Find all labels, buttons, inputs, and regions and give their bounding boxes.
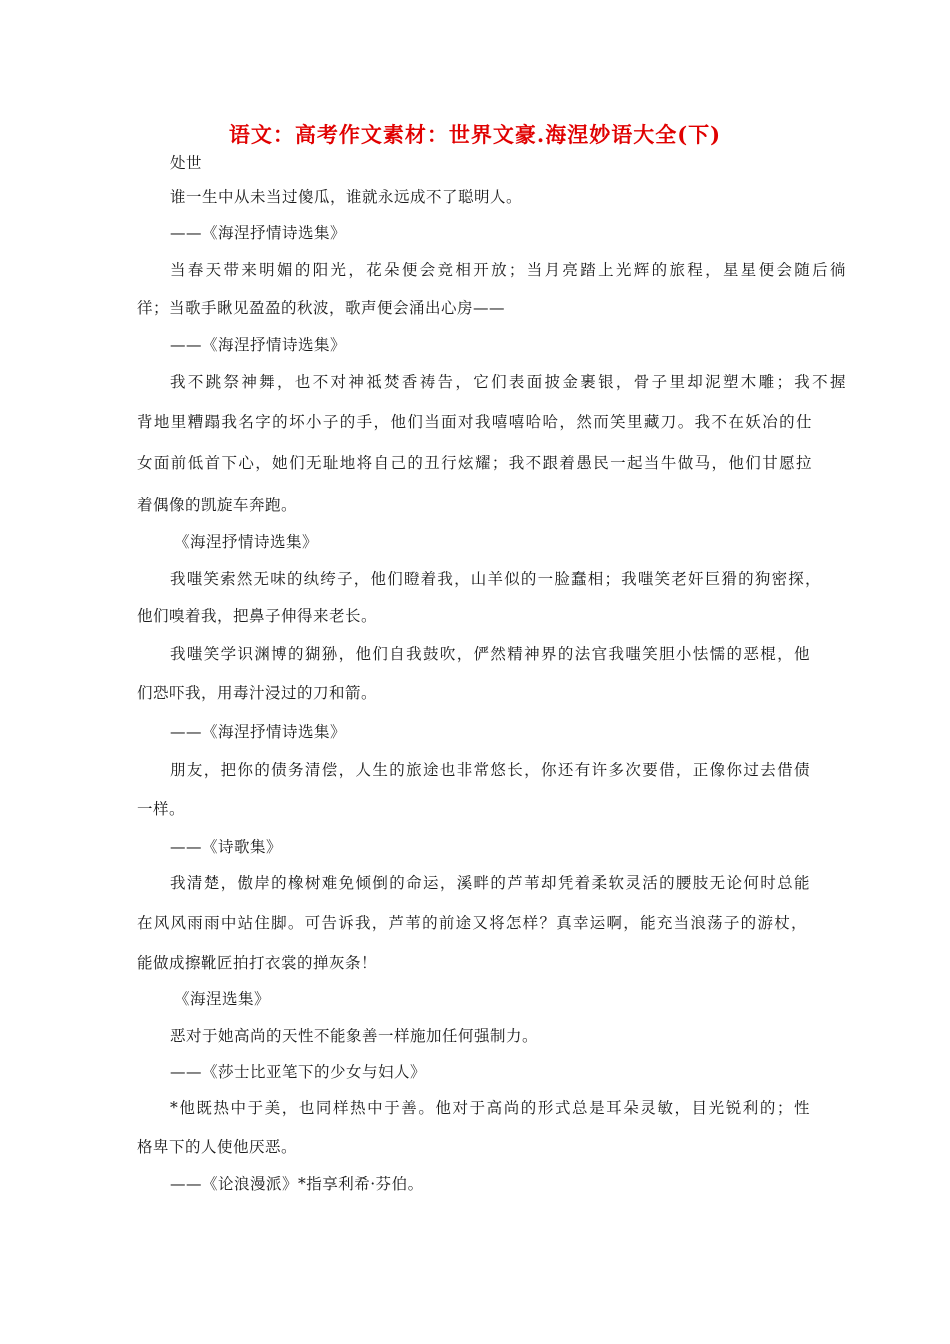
paragraph-line: 当春天带来明媚的阳光，花朵便会竞相开放；当月亮踏上光辉的旅程，星星便会随后徜 [170,261,846,279]
paragraph-line: 我嗤笑索然无味的纨绔子，他们瞪着我，山羊似的一脸蠢相；我嗤笑老奸巨猾的狗密探， [170,570,821,588]
paragraph-line: 格卑下的人使他厌恶。 [137,1138,298,1156]
citation-line: ——《海涅抒情诗选集》 [170,336,347,354]
citation-line: ——《莎士比亚笔下的少女与妇人》 [170,1063,427,1081]
citation-line: ——《论浪漫派》*指享利希·芬伯。 [170,1175,424,1193]
paragraph-line: 背地里糟蹋我名字的坏小子的手，他们当面对我嘻嘻哈哈，然而笑里藏刀。我不在妖冶的仕 [137,413,812,431]
paragraph-line: 恶对于她高尚的天性不能象善一样施加任何强制力。 [170,1027,539,1045]
paragraph-line: 我清楚，傲岸的橡树难免倾倒的命运，溪畔的芦苇却凭着柔软灵活的腰肢无论何时总能 [170,874,810,892]
paragraph-line: 朋友，把你的债务清偿，人生的旅途也非常悠长，你还有许多次要借，正像你过去借债 [170,761,810,779]
paragraph-line: 着偶像的凯旋车奔跑。 [137,496,298,514]
citation-line: 《海涅抒情诗选集》 [174,533,319,551]
citation-line: ——《海涅抒情诗选集》 [170,723,347,741]
paragraph-line: 在风风雨雨中站住脚。可告诉我，芦苇的前途又将怎样？真幸运啊，能充当浪荡子的游杖， [137,914,807,932]
citation-line: ——《诗歌集》 [170,838,283,856]
citation-line: 《海涅选集》 [174,990,271,1008]
paragraph-line: 能做成擦靴匠拍打衣裳的掸灰条！ [137,954,378,972]
paragraph-line: 徉；当歌手瞅见盈盈的秋波，歌声便会涌出心房—— [137,299,506,317]
paragraph-line: 女面前低首下心，她们无耻地将自己的丑行炫耀；我不跟着愚民一起当牛做马，他们甘愿拉 [137,454,812,472]
section-heading: 处世 [170,154,203,172]
citation-line: ——《海涅抒情诗选集》 [170,224,347,242]
paragraph-line: 我嗤笑学识渊博的猢狲，他们自我鼓吹，俨然精神界的法官我嗤笑胆小怯懦的恶棍，他 [170,645,810,663]
paragraph-line: 们恐吓我，用毒汁浸过的刀和箭。 [137,684,378,702]
paragraph-line: *他既热中于美，也同样热中于善。他对于高尚的形式总是耳朵灵敏，目光锐利的；性 [170,1099,810,1117]
paragraph-line: 谁一生中从未当过傻瓜，谁就永远成不了聪明人。 [170,188,523,206]
document-title: 语文：高考作文素材：世界文豪.海涅妙语大全(下) [228,122,722,147]
paragraph-line: 一样。 [137,800,186,818]
paragraph-line: 我不跳祭神舞，也不对神祗焚香祷告，它们表面披金裹银，骨子里却泥塑木雕；我不握 [170,373,846,391]
paragraph-line: 他们嗅着我，把鼻子伸得来老长。 [137,607,378,625]
